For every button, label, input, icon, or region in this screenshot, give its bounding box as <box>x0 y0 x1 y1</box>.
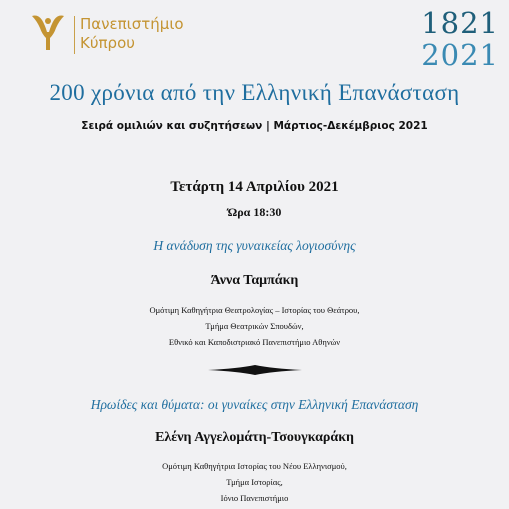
affiliation-line: Ομότιμη Καθηγήτρια Ιστορίας του Νέου Ελληνισμού, <box>162 461 347 471</box>
affiliation-line: Τμήμα Θεατρικών Σπουδών, <box>205 321 304 331</box>
university-name-line2: Κύπρου <box>80 34 135 52</box>
event-title: 200 χρόνια από την Ελληνική Επανάσταση <box>49 80 460 105</box>
university-emblem-icon <box>28 12 68 52</box>
university-name-line1: Πανεπιστήμιο <box>80 15 184 33</box>
talk-2-title: Ηρωίδες και θύματα: οι γυναίκες στην Ελληνική Επανάσταση <box>90 397 419 412</box>
university-name <box>80 15 184 53</box>
series-subtitle: Σειρά ομιλιών και συζητήσεων | Μάρτιος-Δεκέμβριος 2021 <box>81 120 428 132</box>
event-time: Ώρα 18:30 <box>227 205 282 219</box>
event-date: Τετάρτη 14 Απριλίου 2021 <box>170 179 339 195</box>
talk-1-affiliation <box>0 302 509 350</box>
affiliation-line: Εθνικό και Καποδιστριακό Πανεπιστήμιο Αθηνών <box>168 337 341 347</box>
affiliation-line: Ομότιμη Καθηγήτρια Θεατρολογίας – Ιστορίας του Θεάτρου, <box>149 305 360 315</box>
affiliation-line: Ιόνιο Πανεπιστήμιο <box>220 493 289 503</box>
divider-ornament <box>208 364 302 376</box>
year-start: 1821 <box>421 6 499 40</box>
talk-1-title: Η ανάδυση της γυναικείας λογιοσύνης <box>153 238 356 253</box>
logo-divider <box>74 16 75 54</box>
talk-1-speaker: Άννα Ταμπάκη <box>210 273 299 288</box>
university-logo <box>28 12 208 56</box>
affiliation-line: Τμήμα Ιστορίας, <box>226 477 283 487</box>
talk-2-speaker: Ελένη Αγγελομάτη-Τσουγκαράκη <box>155 430 354 445</box>
year-end: 2021 <box>421 38 499 72</box>
talk-2-affiliation <box>0 458 509 506</box>
